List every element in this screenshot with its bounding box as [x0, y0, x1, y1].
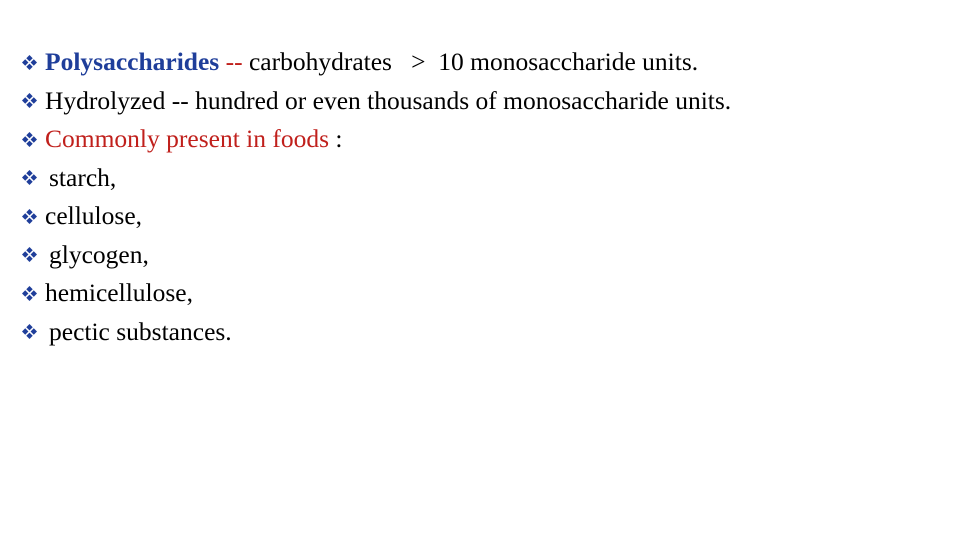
four-diamond-bullet-icon	[22, 286, 37, 301]
bullet-list	[22, 43, 731, 351]
bullet-text: pectic substances.	[49, 316, 232, 346]
bullet-starch	[22, 159, 731, 198]
term-polysaccharides: Polysaccharides	[45, 47, 220, 76]
bullet-polysaccharides	[22, 43, 731, 82]
four-diamond-bullet-icon	[22, 132, 37, 147]
term-dashes: --	[219, 47, 243, 76]
bullet-pectic-substances	[22, 313, 731, 352]
bullet-text: starch,	[49, 162, 117, 192]
four-diamond-bullet-icon	[22, 93, 37, 108]
bullet-glycogen	[22, 236, 731, 275]
highlight-text: Commonly present in foods	[45, 124, 330, 153]
bullet-cellulose	[22, 197, 731, 236]
bullet-text: cellulose,	[45, 201, 143, 230]
four-diamond-bullet-icon	[22, 324, 37, 339]
bullet-hydrolyzed	[22, 82, 731, 121]
four-diamond-bullet-icon	[22, 209, 37, 224]
four-diamond-bullet-icon	[22, 247, 37, 262]
bullet-hemicellulose	[22, 274, 731, 313]
bullet-commonly-present	[22, 120, 731, 159]
bullet-text: Hydrolyzed -- hundred or even thousands of monosaccharide units.	[45, 85, 732, 115]
bullet-text: :	[329, 124, 343, 153]
four-diamond-bullet-icon	[22, 170, 37, 185]
bullet-text: glycogen,	[49, 239, 149, 269]
bullet-text: hemicellulose,	[45, 278, 193, 307]
bullet-text: carbohydrates > 10 monosaccharide units.	[242, 47, 699, 76]
four-diamond-bullet-icon	[22, 55, 37, 70]
